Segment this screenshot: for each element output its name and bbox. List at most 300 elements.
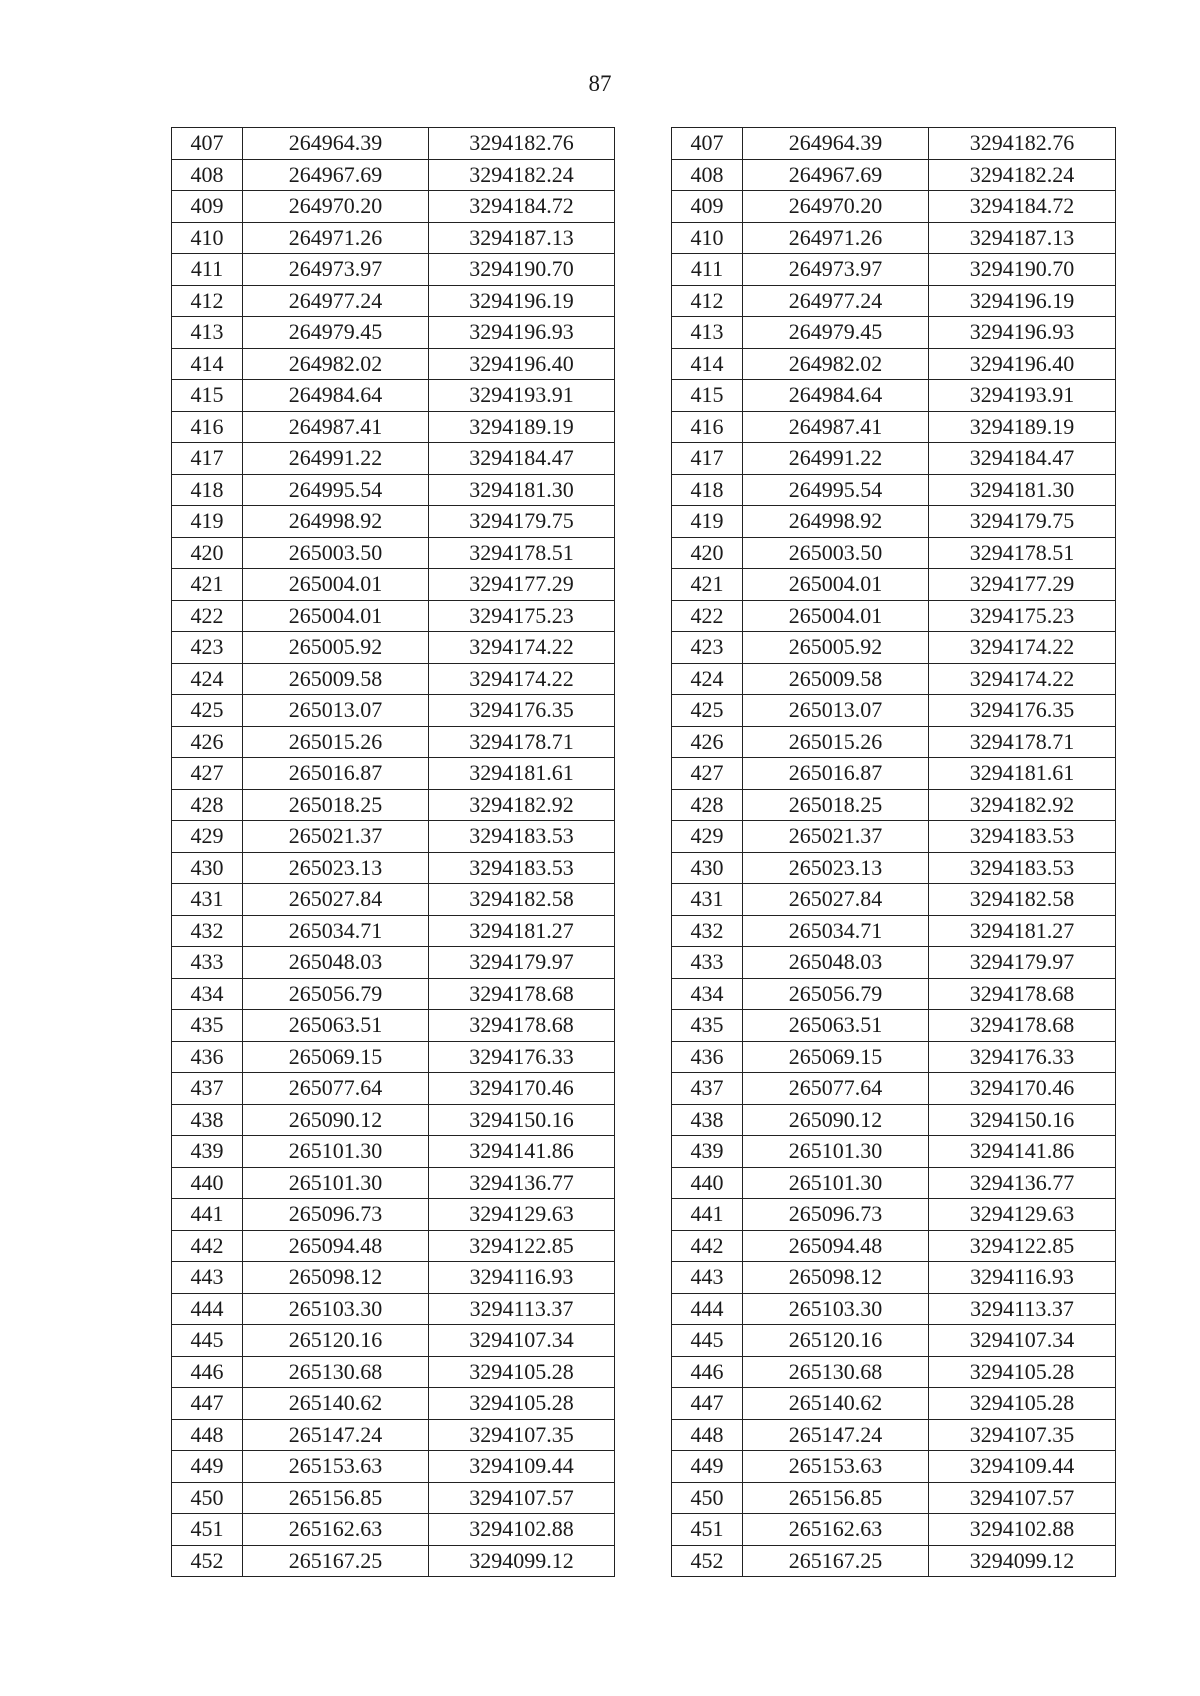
left-point-number-cell: 421 [172, 569, 243, 601]
table-row [172, 1451, 1116, 1483]
right-point-number-cell: 434 [672, 978, 743, 1010]
column-gap [615, 978, 672, 1010]
right-point-number-cell: 440 [672, 1167, 743, 1199]
table-row [172, 1325, 1116, 1357]
right-x-coordinate-cell: 265023.13 [743, 852, 929, 884]
table-row [172, 128, 1116, 160]
right-x-coordinate-cell: 265021.37 [743, 821, 929, 853]
left-point-number-cell: 437 [172, 1073, 243, 1105]
right-y-coordinate-cell: 3294178.68 [929, 978, 1116, 1010]
table-row [172, 852, 1116, 884]
left-x-coordinate-cell: 264987.41 [243, 411, 429, 443]
left-y-coordinate-cell: 3294187.13 [429, 222, 615, 254]
left-point-number-cell: 439 [172, 1136, 243, 1168]
left-x-coordinate-cell: 265003.50 [243, 537, 429, 569]
right-point-number-cell: 410 [672, 222, 743, 254]
table-row [172, 506, 1116, 538]
left-point-number-cell: 416 [172, 411, 243, 443]
left-x-coordinate-cell: 264971.26 [243, 222, 429, 254]
table-row [172, 411, 1116, 443]
right-point-number-cell: 407 [672, 128, 743, 160]
left-y-coordinate-cell: 3294107.57 [429, 1482, 615, 1514]
column-gap [615, 537, 672, 569]
left-y-coordinate-cell: 3294176.35 [429, 695, 615, 727]
right-x-coordinate-cell: 264964.39 [743, 128, 929, 160]
right-point-number-cell: 417 [672, 443, 743, 475]
left-x-coordinate-cell: 265147.24 [243, 1419, 429, 1451]
table-row [172, 1041, 1116, 1073]
left-y-coordinate-cell: 3294122.85 [429, 1230, 615, 1262]
table-row [172, 1419, 1116, 1451]
left-y-coordinate-cell: 3294183.53 [429, 852, 615, 884]
left-x-coordinate-cell: 265101.30 [243, 1167, 429, 1199]
left-y-coordinate-cell: 3294150.16 [429, 1104, 615, 1136]
right-x-coordinate-cell: 265005.92 [743, 632, 929, 664]
left-x-coordinate-cell: 265004.01 [243, 569, 429, 601]
left-point-number-cell: 436 [172, 1041, 243, 1073]
right-point-number-cell: 419 [672, 506, 743, 538]
right-y-coordinate-cell: 3294183.53 [929, 821, 1116, 853]
left-x-coordinate-cell: 265021.37 [243, 821, 429, 853]
table-row [172, 159, 1116, 191]
right-y-coordinate-cell: 3294181.61 [929, 758, 1116, 790]
left-point-number-cell: 440 [172, 1167, 243, 1199]
right-point-number-cell: 415 [672, 380, 743, 412]
right-x-coordinate-cell: 265120.16 [743, 1325, 929, 1357]
left-y-coordinate-cell: 3294175.23 [429, 600, 615, 632]
column-gap [615, 1545, 672, 1577]
right-x-coordinate-cell: 264982.02 [743, 348, 929, 380]
right-y-coordinate-cell: 3294189.19 [929, 411, 1116, 443]
left-x-coordinate-cell: 265167.25 [243, 1545, 429, 1577]
column-gap [615, 1199, 672, 1231]
column-gap [615, 285, 672, 317]
table-row [172, 569, 1116, 601]
right-y-coordinate-cell: 3294182.58 [929, 884, 1116, 916]
right-point-number-cell: 439 [672, 1136, 743, 1168]
right-point-number-cell: 411 [672, 254, 743, 286]
right-point-number-cell: 412 [672, 285, 743, 317]
left-y-coordinate-cell: 3294102.88 [429, 1514, 615, 1546]
left-point-number-cell: 435 [172, 1010, 243, 1042]
left-point-number-cell: 409 [172, 191, 243, 223]
right-x-coordinate-cell: 264973.97 [743, 254, 929, 286]
left-x-coordinate-cell: 265094.48 [243, 1230, 429, 1262]
right-x-coordinate-cell: 265101.30 [743, 1167, 929, 1199]
left-x-coordinate-cell: 265162.63 [243, 1514, 429, 1546]
right-point-number-cell: 416 [672, 411, 743, 443]
left-y-coordinate-cell: 3294189.19 [429, 411, 615, 443]
right-y-coordinate-cell: 3294179.75 [929, 506, 1116, 538]
right-point-number-cell: 446 [672, 1356, 743, 1388]
right-point-number-cell: 418 [672, 474, 743, 506]
column-gap [615, 191, 672, 223]
left-y-coordinate-cell: 3294109.44 [429, 1451, 615, 1483]
right-y-coordinate-cell: 3294175.23 [929, 600, 1116, 632]
column-gap [615, 632, 672, 664]
right-y-coordinate-cell: 3294105.28 [929, 1356, 1116, 1388]
left-y-coordinate-cell: 3294105.28 [429, 1388, 615, 1420]
table-row [172, 1167, 1116, 1199]
right-point-number-cell: 421 [672, 569, 743, 601]
right-y-coordinate-cell: 3294193.91 [929, 380, 1116, 412]
left-y-coordinate-cell: 3294099.12 [429, 1545, 615, 1577]
table-row [172, 726, 1116, 758]
right-y-coordinate-cell: 3294179.97 [929, 947, 1116, 979]
column-gap [615, 1325, 672, 1357]
left-point-number-cell: 410 [172, 222, 243, 254]
left-x-coordinate-cell: 264973.97 [243, 254, 429, 286]
left-y-coordinate-cell: 3294181.61 [429, 758, 615, 790]
table-row [172, 1545, 1116, 1577]
column-gap [615, 128, 672, 160]
left-x-coordinate-cell: 265069.15 [243, 1041, 429, 1073]
column-gap [615, 474, 672, 506]
right-point-number-cell: 423 [672, 632, 743, 664]
right-y-coordinate-cell: 3294182.92 [929, 789, 1116, 821]
right-point-number-cell: 451 [672, 1514, 743, 1546]
column-gap [615, 852, 672, 884]
table-row [172, 1104, 1116, 1136]
right-x-coordinate-cell: 265016.87 [743, 758, 929, 790]
right-y-coordinate-cell: 3294129.63 [929, 1199, 1116, 1231]
left-point-number-cell: 452 [172, 1545, 243, 1577]
right-point-number-cell: 432 [672, 915, 743, 947]
right-point-number-cell: 452 [672, 1545, 743, 1577]
right-point-number-cell: 425 [672, 695, 743, 727]
right-x-coordinate-cell: 265003.50 [743, 537, 929, 569]
right-y-coordinate-cell: 3294176.35 [929, 695, 1116, 727]
table-row [172, 915, 1116, 947]
left-point-number-cell: 418 [172, 474, 243, 506]
left-point-number-cell: 432 [172, 915, 243, 947]
left-y-coordinate-cell: 3294196.93 [429, 317, 615, 349]
left-x-coordinate-cell: 265023.13 [243, 852, 429, 884]
right-x-coordinate-cell: 265069.15 [743, 1041, 929, 1073]
left-y-coordinate-cell: 3294179.97 [429, 947, 615, 979]
left-x-coordinate-cell: 265009.58 [243, 663, 429, 695]
table-row [172, 191, 1116, 223]
left-point-number-cell: 443 [172, 1262, 243, 1294]
right-point-number-cell: 408 [672, 159, 743, 191]
right-y-coordinate-cell: 3294182.24 [929, 159, 1116, 191]
left-y-coordinate-cell: 3294107.34 [429, 1325, 615, 1357]
right-point-number-cell: 422 [672, 600, 743, 632]
left-y-coordinate-cell: 3294182.92 [429, 789, 615, 821]
left-point-number-cell: 449 [172, 1451, 243, 1483]
left-y-coordinate-cell: 3294177.29 [429, 569, 615, 601]
column-gap [615, 600, 672, 632]
left-x-coordinate-cell: 265096.73 [243, 1199, 429, 1231]
left-y-coordinate-cell: 3294141.86 [429, 1136, 615, 1168]
left-y-coordinate-cell: 3294181.30 [429, 474, 615, 506]
left-point-number-cell: 414 [172, 348, 243, 380]
right-x-coordinate-cell: 265009.58 [743, 663, 929, 695]
table-row [172, 1356, 1116, 1388]
right-y-coordinate-cell: 3294105.28 [929, 1388, 1116, 1420]
right-y-coordinate-cell: 3294122.85 [929, 1230, 1116, 1262]
left-point-number-cell: 438 [172, 1104, 243, 1136]
right-x-coordinate-cell: 265004.01 [743, 600, 929, 632]
right-x-coordinate-cell: 265015.26 [743, 726, 929, 758]
left-x-coordinate-cell: 264964.39 [243, 128, 429, 160]
right-x-coordinate-cell: 264971.26 [743, 222, 929, 254]
column-gap [615, 1041, 672, 1073]
right-point-number-cell: 420 [672, 537, 743, 569]
left-x-coordinate-cell: 265018.25 [243, 789, 429, 821]
right-x-coordinate-cell: 265103.30 [743, 1293, 929, 1325]
right-point-number-cell: 445 [672, 1325, 743, 1357]
right-point-number-cell: 437 [672, 1073, 743, 1105]
table-row [172, 600, 1116, 632]
table-row [172, 1199, 1116, 1231]
left-y-coordinate-cell: 3294182.58 [429, 884, 615, 916]
left-x-coordinate-cell: 264982.02 [243, 348, 429, 380]
right-point-number-cell: 413 [672, 317, 743, 349]
left-x-coordinate-cell: 265077.64 [243, 1073, 429, 1105]
left-point-number-cell: 415 [172, 380, 243, 412]
table-row [172, 632, 1116, 664]
right-y-coordinate-cell: 3294184.72 [929, 191, 1116, 223]
left-point-number-cell: 423 [172, 632, 243, 664]
right-point-number-cell: 431 [672, 884, 743, 916]
table-row [172, 695, 1116, 727]
left-y-coordinate-cell: 3294116.93 [429, 1262, 615, 1294]
page-number: 87 [588, 71, 612, 96]
table-row [172, 380, 1116, 412]
column-gap [615, 222, 672, 254]
right-x-coordinate-cell: 265063.51 [743, 1010, 929, 1042]
table-row [172, 1482, 1116, 1514]
table-row [172, 222, 1116, 254]
right-point-number-cell: 448 [672, 1419, 743, 1451]
right-y-coordinate-cell: 3294116.93 [929, 1262, 1116, 1294]
left-x-coordinate-cell: 265140.62 [243, 1388, 429, 1420]
left-y-coordinate-cell: 3294179.75 [429, 506, 615, 538]
column-gap [615, 159, 672, 191]
right-point-number-cell: 427 [672, 758, 743, 790]
left-point-number-cell: 445 [172, 1325, 243, 1357]
left-x-coordinate-cell: 265120.16 [243, 1325, 429, 1357]
right-point-number-cell: 443 [672, 1262, 743, 1294]
left-y-coordinate-cell: 3294178.71 [429, 726, 615, 758]
right-y-coordinate-cell: 3294113.37 [929, 1293, 1116, 1325]
column-gap [615, 1167, 672, 1199]
left-x-coordinate-cell: 265101.30 [243, 1136, 429, 1168]
column-gap [615, 1388, 672, 1420]
left-y-coordinate-cell: 3294182.76 [429, 128, 615, 160]
table-row [172, 1293, 1116, 1325]
column-gap [615, 411, 672, 443]
right-x-coordinate-cell: 265156.85 [743, 1482, 929, 1514]
right-y-coordinate-cell: 3294184.47 [929, 443, 1116, 475]
right-x-coordinate-cell: 264995.54 [743, 474, 929, 506]
right-y-coordinate-cell: 3294107.35 [929, 1419, 1116, 1451]
left-y-coordinate-cell: 3294113.37 [429, 1293, 615, 1325]
table-row [172, 1388, 1116, 1420]
right-y-coordinate-cell: 3294181.27 [929, 915, 1116, 947]
column-gap [615, 663, 672, 695]
left-point-number-cell: 429 [172, 821, 243, 853]
right-y-coordinate-cell: 3294178.51 [929, 537, 1116, 569]
left-y-coordinate-cell: 3294181.27 [429, 915, 615, 947]
left-point-number-cell: 431 [172, 884, 243, 916]
right-y-coordinate-cell: 3294183.53 [929, 852, 1116, 884]
right-point-number-cell: 414 [672, 348, 743, 380]
column-gap [615, 1293, 672, 1325]
right-y-coordinate-cell: 3294174.22 [929, 663, 1116, 695]
left-x-coordinate-cell: 264984.64 [243, 380, 429, 412]
left-y-coordinate-cell: 3294196.19 [429, 285, 615, 317]
table-row [172, 317, 1116, 349]
right-x-coordinate-cell: 264979.45 [743, 317, 929, 349]
right-y-coordinate-cell: 3294107.34 [929, 1325, 1116, 1357]
right-x-coordinate-cell: 265167.25 [743, 1545, 929, 1577]
column-gap [615, 1136, 672, 1168]
left-y-coordinate-cell: 3294174.22 [429, 632, 615, 664]
left-point-number-cell: 442 [172, 1230, 243, 1262]
table-row [172, 348, 1116, 380]
table-row [172, 1514, 1116, 1546]
left-point-number-cell: 420 [172, 537, 243, 569]
column-gap [615, 254, 672, 286]
right-x-coordinate-cell: 265130.68 [743, 1356, 929, 1388]
left-point-number-cell: 433 [172, 947, 243, 979]
right-x-coordinate-cell: 265018.25 [743, 789, 929, 821]
right-x-coordinate-cell: 265140.62 [743, 1388, 929, 1420]
right-y-coordinate-cell: 3294150.16 [929, 1104, 1116, 1136]
right-point-number-cell: 449 [672, 1451, 743, 1483]
right-point-number-cell: 426 [672, 726, 743, 758]
right-x-coordinate-cell: 265094.48 [743, 1230, 929, 1262]
table-row [172, 947, 1116, 979]
column-gap [615, 789, 672, 821]
left-point-number-cell: 447 [172, 1388, 243, 1420]
left-x-coordinate-cell: 264970.20 [243, 191, 429, 223]
right-x-coordinate-cell: 265090.12 [743, 1104, 929, 1136]
right-y-coordinate-cell: 3294102.88 [929, 1514, 1116, 1546]
column-gap [615, 1451, 672, 1483]
column-gap [615, 1482, 672, 1514]
right-y-coordinate-cell: 3294196.19 [929, 285, 1116, 317]
right-x-coordinate-cell: 265013.07 [743, 695, 929, 727]
table-row [172, 1073, 1116, 1105]
column-gap [615, 1262, 672, 1294]
column-gap [615, 1230, 672, 1262]
left-x-coordinate-cell: 264967.69 [243, 159, 429, 191]
left-y-coordinate-cell: 3294196.40 [429, 348, 615, 380]
right-point-number-cell: 429 [672, 821, 743, 853]
left-point-number-cell: 441 [172, 1199, 243, 1231]
left-x-coordinate-cell: 265090.12 [243, 1104, 429, 1136]
right-x-coordinate-cell: 265056.79 [743, 978, 929, 1010]
left-point-number-cell: 424 [172, 663, 243, 695]
column-gap [615, 884, 672, 916]
left-x-coordinate-cell: 265130.68 [243, 1356, 429, 1388]
right-y-coordinate-cell: 3294182.76 [929, 128, 1116, 160]
left-x-coordinate-cell: 265005.92 [243, 632, 429, 664]
left-point-number-cell: 412 [172, 285, 243, 317]
left-x-coordinate-cell: 265048.03 [243, 947, 429, 979]
right-y-coordinate-cell: 3294187.13 [929, 222, 1116, 254]
right-y-coordinate-cell: 3294174.22 [929, 632, 1116, 664]
right-y-coordinate-cell: 3294190.70 [929, 254, 1116, 286]
left-point-number-cell: 422 [172, 600, 243, 632]
left-x-coordinate-cell: 265098.12 [243, 1262, 429, 1294]
left-y-coordinate-cell: 3294174.22 [429, 663, 615, 695]
column-gap [615, 915, 672, 947]
left-x-coordinate-cell: 265027.84 [243, 884, 429, 916]
table-row [172, 254, 1116, 286]
left-point-number-cell: 425 [172, 695, 243, 727]
left-y-coordinate-cell: 3294129.63 [429, 1199, 615, 1231]
left-y-coordinate-cell: 3294193.91 [429, 380, 615, 412]
table-row [172, 443, 1116, 475]
right-y-coordinate-cell: 3294136.77 [929, 1167, 1116, 1199]
right-point-number-cell: 409 [672, 191, 743, 223]
right-y-coordinate-cell: 3294196.93 [929, 317, 1116, 349]
left-y-coordinate-cell: 3294184.47 [429, 443, 615, 475]
left-point-number-cell: 428 [172, 789, 243, 821]
right-y-coordinate-cell: 3294107.57 [929, 1482, 1116, 1514]
column-gap [615, 1514, 672, 1546]
left-y-coordinate-cell: 3294178.51 [429, 537, 615, 569]
left-x-coordinate-cell: 265056.79 [243, 978, 429, 1010]
right-y-coordinate-cell: 3294178.68 [929, 1010, 1116, 1042]
left-x-coordinate-cell: 264991.22 [243, 443, 429, 475]
left-x-coordinate-cell: 265015.26 [243, 726, 429, 758]
right-x-coordinate-cell: 265077.64 [743, 1073, 929, 1105]
right-y-coordinate-cell: 3294196.40 [929, 348, 1116, 380]
right-x-coordinate-cell: 264991.22 [743, 443, 929, 475]
right-x-coordinate-cell: 265034.71 [743, 915, 929, 947]
table-row [172, 758, 1116, 790]
right-point-number-cell: 444 [672, 1293, 743, 1325]
left-x-coordinate-cell: 264977.24 [243, 285, 429, 317]
right-x-coordinate-cell: 265162.63 [743, 1514, 929, 1546]
left-point-number-cell: 417 [172, 443, 243, 475]
right-x-coordinate-cell: 265027.84 [743, 884, 929, 916]
table-row [172, 537, 1116, 569]
left-point-number-cell: 411 [172, 254, 243, 286]
coordinates-table-body [172, 128, 1116, 1577]
left-x-coordinate-cell: 265004.01 [243, 600, 429, 632]
left-point-number-cell: 434 [172, 978, 243, 1010]
right-point-number-cell: 441 [672, 1199, 743, 1231]
right-point-number-cell: 436 [672, 1041, 743, 1073]
right-x-coordinate-cell: 265153.63 [743, 1451, 929, 1483]
right-x-coordinate-cell: 265147.24 [743, 1419, 929, 1451]
right-y-coordinate-cell: 3294099.12 [929, 1545, 1116, 1577]
right-x-coordinate-cell: 265101.30 [743, 1136, 929, 1168]
right-point-number-cell: 450 [672, 1482, 743, 1514]
left-x-coordinate-cell: 265016.87 [243, 758, 429, 790]
table-row [172, 789, 1116, 821]
right-y-coordinate-cell: 3294170.46 [929, 1073, 1116, 1105]
left-point-number-cell: 444 [172, 1293, 243, 1325]
right-x-coordinate-cell: 265096.73 [743, 1199, 929, 1231]
table-row [172, 1230, 1116, 1262]
left-x-coordinate-cell: 265156.85 [243, 1482, 429, 1514]
right-point-number-cell: 424 [672, 663, 743, 695]
table-row [172, 884, 1116, 916]
left-x-coordinate-cell: 265013.07 [243, 695, 429, 727]
table-row [172, 1262, 1116, 1294]
left-y-coordinate-cell: 3294107.35 [429, 1419, 615, 1451]
left-point-number-cell: 427 [172, 758, 243, 790]
right-x-coordinate-cell: 264967.69 [743, 159, 929, 191]
column-gap [615, 506, 672, 538]
